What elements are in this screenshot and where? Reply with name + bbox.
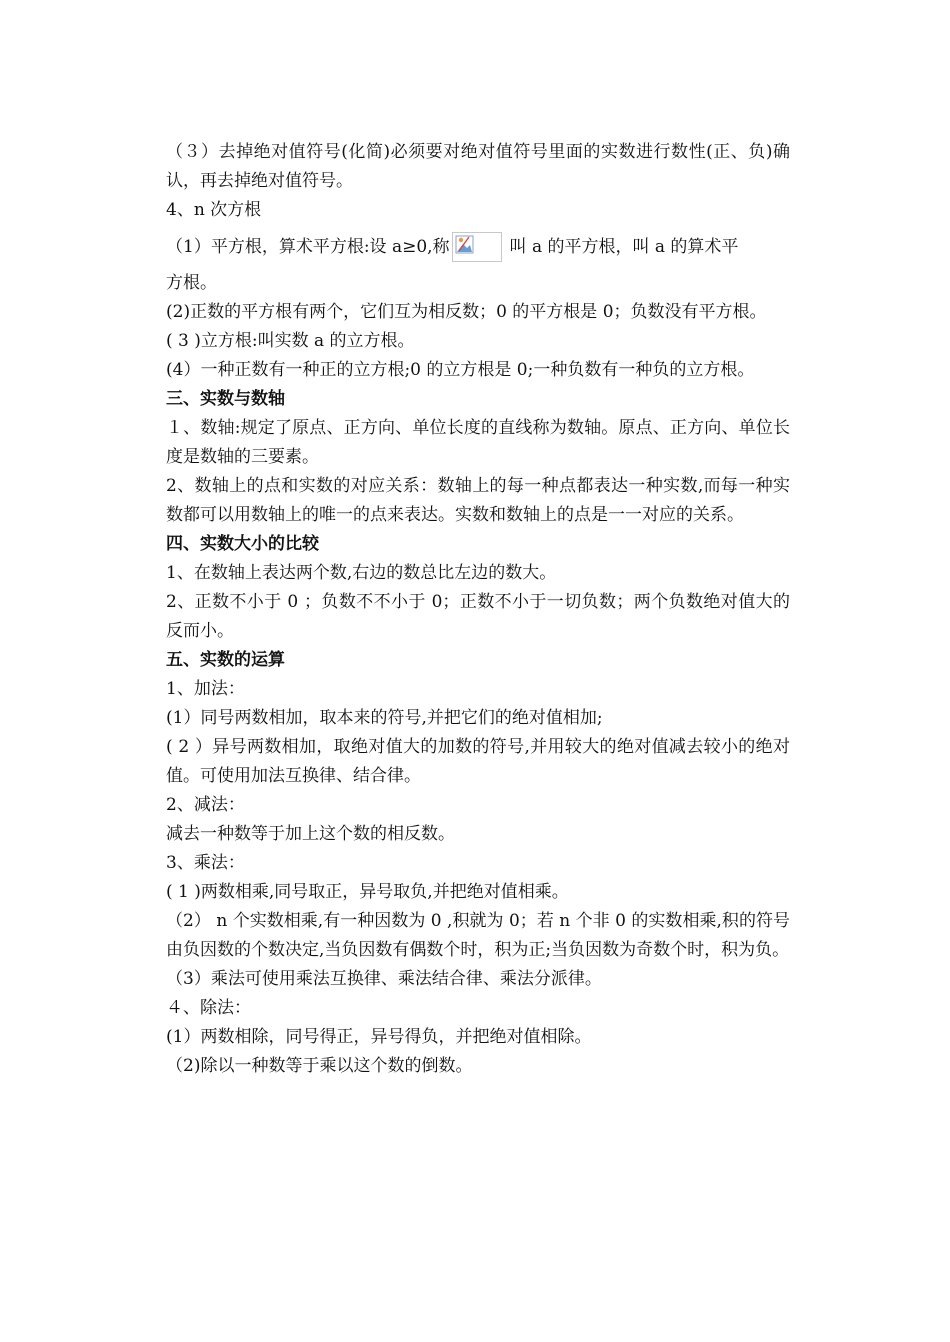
paragraph-cube-root-rule: (4）一种正数有一种正的立方根;0 的立方根是 0;一种负数有一种负的立方根。 xyxy=(166,360,755,380)
paragraph-compare-rules: 2、正数不小于 0 ；负数不不小于 0；正数不小于一切负数；两个负数绝对值大的反而小。 xyxy=(166,592,790,641)
paragraph-positive-sqrt: (2)正数的平方根有两个，它们互为相反数；0 的平方根是 0；负数没有平方根。 xyxy=(166,302,767,322)
section-heading-real-axis: 三、实数与数轴 xyxy=(166,389,285,409)
division-rule-2: （2)除以一种数等于乘以这个数的倒数。 xyxy=(166,1056,473,1076)
addition-rule-1: (1）同号两数相加，取本来的符号,并把它们的绝对值相加; xyxy=(166,708,603,728)
square-root-text-before: （1）平方根，算术平方根:设 a≥0,称 xyxy=(166,237,450,257)
paragraph-cube-root: ( 3 )立方根:叫实数 a 的立方根。 xyxy=(166,331,415,351)
paragraph-remove-abs: （３）去掉绝对值符号(化简)必须要对绝对值符号里面的实数进行数性(正、负)确认，再去掉绝对值符号。 xyxy=(166,142,790,191)
multiplication-rule-3: （3）乘法可使用乘法互换律、乘法结合律、乘法分派律。 xyxy=(166,969,602,989)
paragraph-correspondence: 2、数轴上的点和实数的对应关系：数轴上的每一种点都表达一种实数,而每一种实数都可以用数轴上的唯一的点来表达。实数和数轴上的点是一一对应的关系。 xyxy=(166,476,790,525)
square-root-continuation: 方根。 xyxy=(166,273,217,293)
subtraction-rule-1: 减去一种数等于加上这个数的相反数。 xyxy=(166,824,455,844)
multiplication-rule-1: ( 1 )两数相乘,同号取正，异号取负,并把绝对值相乘。 xyxy=(166,882,569,902)
paragraph-compare-axis: 1、在数轴上表达两个数,右边的数总比左边的数大。 xyxy=(166,563,557,583)
section-heading-compare: 四、实数大小的比较 xyxy=(166,534,319,554)
operation-addition: 1、加法： xyxy=(166,679,245,699)
division-rule-1: (1）两数相除，同号得正，异号得负，并把绝对值相除。 xyxy=(166,1027,592,1047)
multiplication-rule-2: （2） n 个实数相乘,有一种因数为 0 ,积就为 0；若 n 个非 0 的实数相乘,积的符号由负因数的个数决定,当负因数有偶数个时，积为正;当负因数为奇数个时，积为负。 xyxy=(166,911,790,960)
addition-rule-2: ( 2 ）异号两数相加，取绝对值大的加数的符号,并用较大的绝对值减去较小的绝对值。可使用加法互换律、结合律。 xyxy=(166,737,790,786)
paragraph-square-root xyxy=(166,225,790,269)
section-heading-operations: 五、实数的运算 xyxy=(166,650,285,670)
operation-subtraction: 2、减法： xyxy=(166,795,245,815)
square-root-text-after: 叫 a 的平方根，叫 a 的算术平 xyxy=(509,237,739,257)
document-page xyxy=(166,138,790,1081)
paragraph-number-axis: １、数轴:规定了原点、正方向、单位长度的直线称为数轴。原点、正方向、单位长度是数轴的三要素。 xyxy=(166,418,790,467)
heading-nth-root: 4、n 次方根 xyxy=(166,200,262,220)
operation-multiplication: 3、乘法： xyxy=(166,853,245,873)
operation-division: ４、除法： xyxy=(166,998,251,1018)
broken-image-icon xyxy=(452,232,502,262)
